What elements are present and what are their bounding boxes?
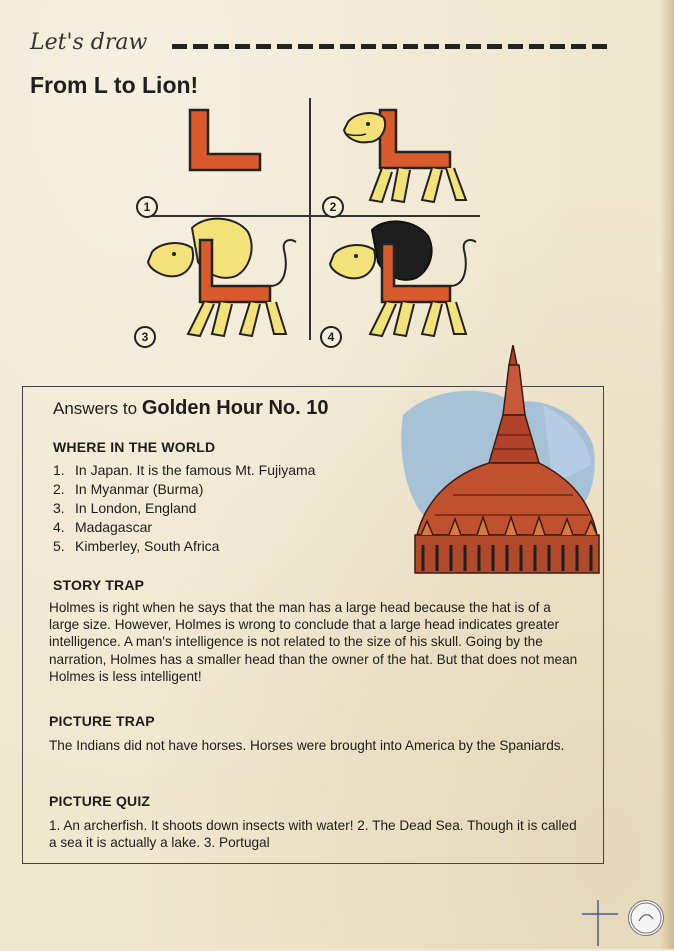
drawing-steps-art [120, 90, 490, 350]
item-text: Kimberley, South Africa [75, 538, 220, 554]
answers-heading-prefix: Answers to [53, 399, 142, 418]
list-item [53, 461, 315, 480]
list-item [53, 499, 315, 518]
where-in-the-world-title: WHERE IN THE WORLD [53, 439, 216, 455]
item-text: In London, England [75, 500, 197, 516]
item-number: 3. [53, 500, 65, 516]
answers-box [22, 386, 604, 864]
step2-lion-outline [344, 110, 466, 202]
picture-quiz-text: 1. An archerfish. It shoots down insects with water! 2. The Dead Sea. Though it is called a sea it is actually a lake. 3. Portugal [49, 818, 577, 851]
page-title: From L to Lion! [30, 72, 199, 98]
step-number-2: 2 [322, 196, 344, 218]
item-number: 2. [53, 481, 65, 497]
story-trap-text: Holmes is right when he says that the man has a large head because the hat is of a large size. However, Holmes is wrong to conclude that a large head indicates greater intelligence. A man's intelligence is not related to the size of his skull. Going by the narration, Holmes has a smaller head than the owner of the hat. But that does not mean Holmes is less intelligent! [49, 600, 578, 684]
item-number: 5. [53, 538, 65, 554]
step-number-1: 1 [136, 196, 158, 218]
step3-lion-mane [148, 219, 296, 336]
item-text: In Japan. It is the famous Mt. Fujiyama [75, 462, 316, 478]
section-label: Let's draw [30, 30, 148, 55]
item-number: 4. [53, 519, 65, 535]
step4-lion-finished [330, 221, 476, 336]
item-text: Madagascar [75, 519, 153, 535]
list-item [53, 518, 315, 537]
picture-quiz-title: PICTURE QUIZ [49, 793, 151, 809]
step1-letter-l [190, 110, 260, 170]
picture-trap-title: PICTURE TRAP [49, 713, 155, 729]
story-trap-title: STORY TRAP [53, 577, 145, 593]
page-edge [660, 0, 674, 949]
step-number-3: 3 [134, 326, 156, 348]
list-item [53, 537, 315, 556]
pagoda-illustration [393, 345, 603, 580]
picture-trap-text: The Indians did not have horses. Horses were brought into America by the Spaniards. [49, 738, 565, 753]
answers-heading [53, 397, 329, 420]
item-number: 1. [53, 462, 65, 478]
crop-mark [580, 900, 620, 948]
step-number-4: 4 [320, 326, 342, 348]
library-stamp [628, 900, 664, 936]
stamp-emblem [629, 901, 663, 935]
item-text: In Myanmar (Burma) [75, 481, 204, 497]
drawing-steps [120, 90, 490, 350]
answers-heading-issue: Golden Hour No. 10 [141, 397, 329, 419]
list-item [53, 480, 315, 499]
where-in-the-world-list [53, 461, 315, 556]
dashed-rule [172, 44, 612, 49]
